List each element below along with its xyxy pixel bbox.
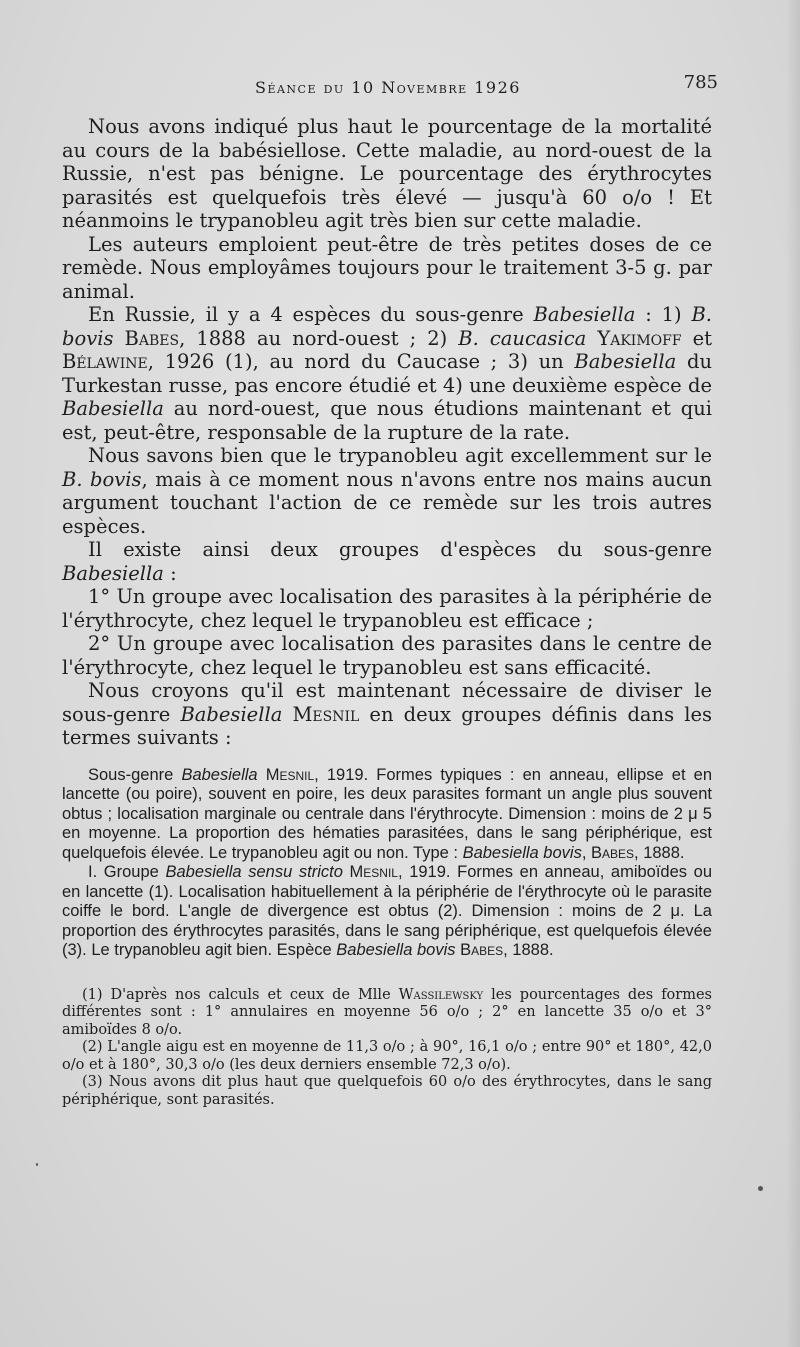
paragraph-conclusion: Nous croyons qu'il est maintenant nécessaire de diviser le sous-genre Babesiella Mesnil en deux groupes définis dans les termes suivants : [62,679,713,749]
author-name: Bélawine [62,350,148,373]
classification-subgenus: Sous-genre Babesiella Mesnil, 1919. Formes typiques : en anneau, ellipse et en lancette (ou poire), souvent en poire, les deux parasites formant un angle plus souvent obtus ; localisation marginale ou centrale dans l'érythrocyte. Dimension : moins de 2 μ 5 en moyenne. La proportion des hématies parasitées, dans le sang périphérique, est quelquefois élevée. Le trypanobleu agit ou non. Type : Babesiella bovis, Babes, 1888. [62,765,713,862]
print-speck [758,1186,763,1191]
author-name: Mesnil [349,863,398,881]
author-name: Babes [460,941,504,959]
paragraph-two-groups: Il existe ainsi deux groupes d'espèces du sous-genre Babesiella : [62,538,712,585]
paragraph-mortality: Nous avons indiqué plus haut le pourcentage de la mortalité au cours de la babésiellose. Cette maladie, au nord-ouest de la Russie, n'est pas bénigne. Le pourcentage des érythrocytes parasités est quelquefois très élevé — jusqu'à 60 o/o ! Et néanmoins le trypanobleu agit très bien sur cette maladie. [62,115,712,232]
list-item-group-2: 2° Un groupe avec localisation des parasites dans le centre de l'érythrocyte, chez lequel le trypanobleu est sans efficacité. [62,632,712,679]
classification-block [62,766,712,961]
author-name: Wassilewsky [398,986,484,1003]
species-name: Babesiella bovis [336,941,456,959]
genus-name: Babesiella [533,303,636,326]
author-name: Babes [124,326,180,350]
page-number: 785 [683,72,718,93]
author-name: Babes [591,843,635,862]
genus-name: Babesiella [62,561,164,585]
page-edge-shadow [786,0,800,1347]
author-name: Mesnil [292,702,360,726]
species-name: B. bovis [62,467,142,491]
genus-name: Babesiella [180,702,283,726]
author-name: Yakimoff [597,326,682,350]
species-name: B. caucasica [458,326,587,350]
paragraph-doses: Les auteurs emploient peut-être de très petites doses de ce remède. Nous employâmes toujours pour le traitement 3-5 g. par animal. [62,232,712,303]
footnote-2: (2) L'angle aigu est en moyenne de 11,3 o/o ; à 90°, 16,1 o/o ; entre 90° et 180°, 42,0 o/o et à 180°, 30,3 o/o (les deux derniers ensemble 72,3 o/o). [62,1039,712,1073]
genus-name: Babesiella [181,765,258,784]
author-name: Mesnil [265,765,315,784]
running-title: Séance du 10 Novembre 1926 [255,78,521,97]
genus-name: Babesiella [62,397,164,420]
genus-name: Babesiella sensu stricto [165,863,343,881]
paragraph-species-russia: En Russie, il y a 4 espèces du sous-genre Babesiella : 1) B. bovis Babes, 1888 au nord-ouest ; 2) B. caucasica Yakimoff et Bélawine, 1926 (1), au nord du Caucase ; 3) un Babesiella du Turkestan russe, pas encore étudié et 4) une deuxième espèce de Babesiella au nord-ouest, que nous étudions maintenant et qui est, peut-être, responsable de la rupture de la rate. [62,303,712,444]
page-header [80,72,718,102]
genus-name: Babesiella [574,350,677,373]
footnote-3: (3) Nous avons dit plus haut que quelquefois 60 o/o des érythrocytes, dans le sang périphérique, sont parasités. [62,1074,712,1108]
main-text [62,115,712,1109]
classification-group-1: I. Groupe Babesiella sensu stricto Mesnil, 1919. Formes en anneau, amiboïdes ou en lancette (1). Localisation habituellement à la périphérie de l'érythrocyte où le parasite coiffe le bord. L'angle de divergence est obtus (2). Dimension : moins de 2 μ. La proportion des érythrocytes parasités, dans le sang périphérique, est quelquefois élevée (3). Le trypanobleu agit bien. Espèce Babesiella bovis Babes, 1888. [62,863,713,959]
list-item-group-1: 1° Un groupe avec localisation des parasites à la périphérie de l'érythrocyte, chez lequel le trypanobleu est efficace ; [62,585,712,632]
footnote-1: (1) D'après nos calculs et ceux de Mlle Wassilewsky les pourcentages des formes différentes sont : 1° annulaires en moyenne 56 o/o ; 2° en lancette 35 o/o et 3° amiboïdes 8 o/o. [62,986,712,1038]
species-name: B. bovis [62,303,712,350]
footnotes [62,987,712,1110]
paragraph-trypanobleu: Nous savons bien que le trypanobleu agit excellemment sur le B. bovis, mais à ce moment nous n'avons entre nos mains aucun argument touchant l'action de ce remède sur les trois autres espèces. [62,444,712,538]
species-name: Babesiella bovis [462,843,582,862]
print-speck [36,1163,38,1166]
